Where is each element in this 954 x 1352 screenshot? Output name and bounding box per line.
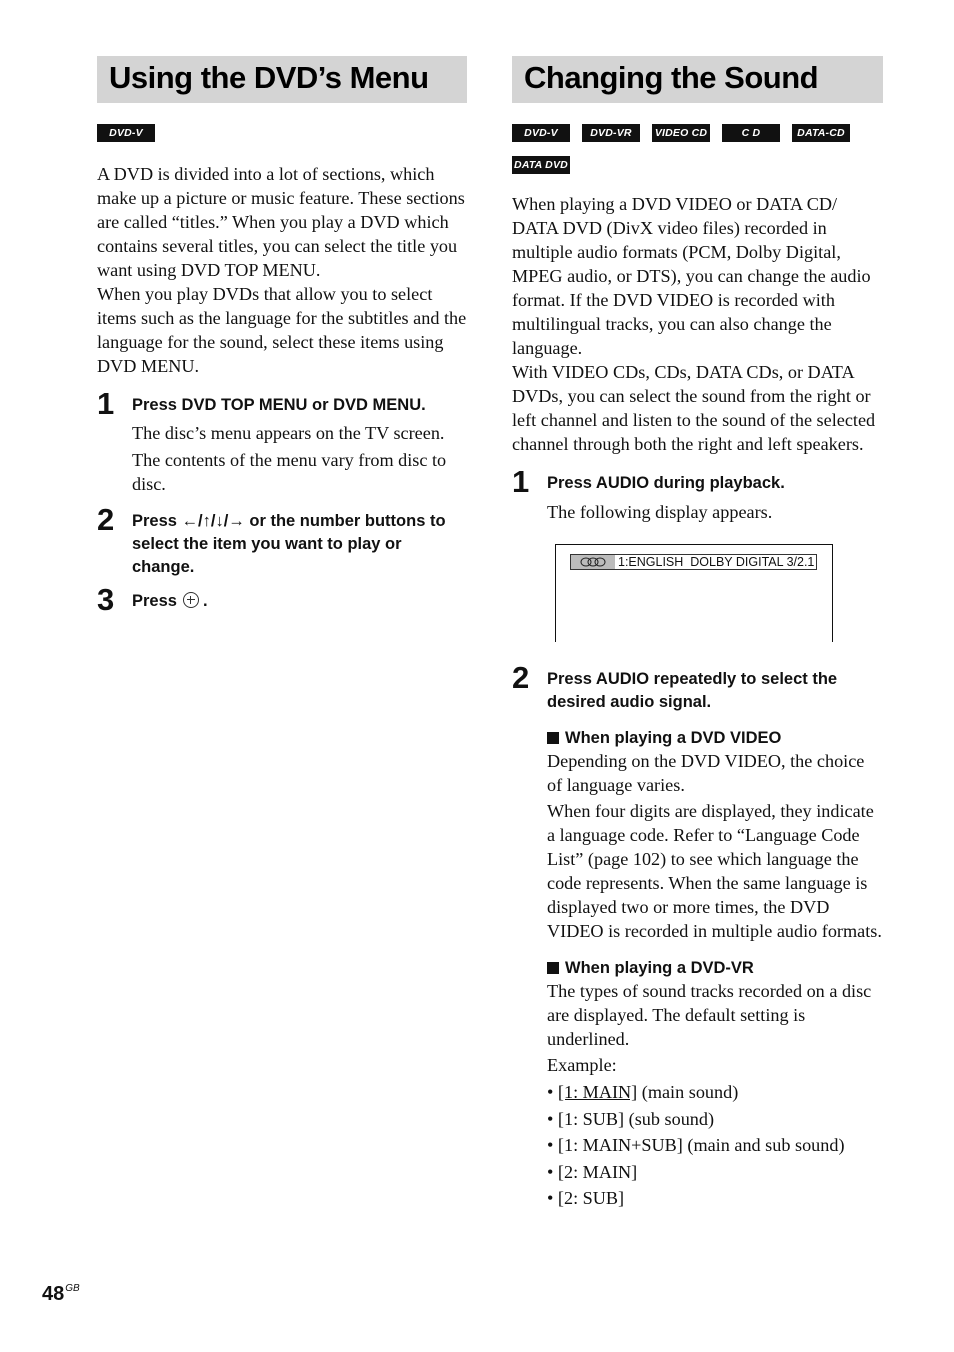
right-column: [512, 56, 883, 1212]
list-item: • [1: MAIN] (main sound): [547, 1082, 739, 1102]
list-item-text: [2: MAIN]: [557, 1161, 638, 1182]
list-item: • [1: MAIN+SUB] (main and sub sound): [547, 1135, 845, 1155]
step-text: The contents of the menu vary from disc to disc.: [132, 450, 447, 494]
disc-type-badges: [97, 124, 468, 142]
step-2: [97, 502, 467, 579]
step-heading: Press AUDIO during playback.: [547, 474, 785, 492]
step-heading-text: Press: [132, 592, 177, 610]
subheading-dvd-video: [547, 727, 883, 749]
audio-display-bar: [570, 554, 817, 570]
audio-disc-icon: [571, 555, 615, 569]
square-bullet-icon: [547, 962, 559, 974]
intro-paragraph: A DVD is divided into a lot of sections, which make up a picture or music feature. These sections are called “titles.” When you play a DVD which contains several titles, you can select the title you want using DVD TOP MENU.: [97, 164, 465, 280]
intro-paragraph: With VIDEO CDs, CDs, DATA CDs, or DATA DVDs, you can select the sound from the right or left channel and listen to the sound of the selected channel through both the right and left speakers.: [512, 362, 876, 454]
badge-data-dvd: DATA DVD: [512, 156, 570, 174]
subheading-text: When playing a DVD VIDEO: [565, 729, 782, 747]
badge-video-cd: VIDEO CD: [652, 124, 710, 142]
step-1: [97, 386, 467, 496]
enter-button-icon: [183, 592, 199, 608]
list-item: • [2: MAIN]: [547, 1161, 638, 1182]
step-number: 1: [512, 464, 530, 499]
sub-paragraph: Example:: [547, 1055, 617, 1075]
list-item: • [1: SUB] (sub sound): [547, 1108, 715, 1129]
section-title-dvd-menu: Using the DVD’s Menu: [97, 56, 467, 103]
step-text: The following display appears.: [547, 502, 773, 522]
subheading-dvd-vr: [547, 957, 883, 979]
square-bullet-icon: [547, 732, 559, 744]
list-item-text: (main sound): [637, 1082, 739, 1102]
step-2: [512, 660, 883, 1212]
badge-dvd-v: DVD-V: [97, 124, 155, 142]
audio-disc-icon-graphic: [580, 557, 606, 567]
subheading-text: When playing a DVD-VR: [565, 959, 754, 977]
page-number: [42, 1283, 80, 1306]
intro-paragraph: When playing a DVD VIDEO or DATA CD/ DATA DVD (DivX video files) recorded in multiple audio formats (PCM, Dolby Digital, MPEG audio, or DTS), you can change the audio format. If the DVD VIDEO is recorded with multilingual tracks, you can also change the language.: [512, 194, 871, 358]
badge-data-cd: DATA-CD: [792, 124, 850, 142]
list-item-text: [1: MAIN+SUB] (main and sub sound): [557, 1135, 845, 1155]
sound-track-list: [547, 1079, 883, 1212]
disc-type-badges: [512, 124, 883, 174]
badge-dvd-vr: DVD-VR: [582, 124, 640, 142]
badge-dvd-v: DVD-V: [512, 124, 570, 142]
step-heading: Press AUDIO repeatedly to select the desired audio signal.: [547, 670, 838, 711]
step-heading: Press ←/↑/↓/→ or the number buttons to select the item you want to play or change.: [132, 512, 446, 576]
badge-cd: C D: [722, 124, 780, 142]
intro-paragraph: When you play DVDs that allow you to select items such as the language for the subtitles and the language for the sound, select these items using DVD MENU.: [97, 284, 467, 376]
step-number: 1: [97, 386, 115, 421]
page-number-suffix: GB: [65, 1283, 80, 1294]
step-number: 3: [97, 582, 115, 617]
list-item: • [2: SUB]: [547, 1188, 625, 1208]
left-column: [97, 56, 467, 617]
section-title-changing-sound: Changing the Sound: [512, 56, 883, 103]
step-number: 2: [512, 660, 530, 695]
step-heading: Press DVD TOP MENU or DVD MENU.: [132, 396, 426, 414]
step-3: [97, 582, 467, 617]
step-1: [512, 464, 883, 642]
default-option: [1: MAIN]: [557, 1082, 638, 1102]
sub-paragraph: Depending on the DVD VIDEO, the choice of language varies.: [547, 751, 865, 795]
list-item-text: [1: SUB] (sub sound): [557, 1108, 715, 1129]
sub-paragraph: When four digits are displayed, they indicate a language code. Refer to “Language Code List” (page 102) to see which language the code represents. When the same language is displayed two or more times, the DVD VIDEO is recorded in multiple audio formats.: [547, 801, 882, 941]
audio-display-text: 1:ENGLISH DOLBY DIGITAL 3/2.1: [618, 555, 815, 569]
step-text: The disc’s menu appears on the TV screen.: [132, 423, 445, 443]
step-number: 2: [97, 502, 115, 537]
page-number-text: 48: [42, 1283, 65, 1305]
sub-paragraph: The types of sound tracks recorded on a disc are displayed. The default setting is underlined.: [547, 981, 872, 1049]
step-heading: [132, 590, 467, 613]
on-screen-display: [555, 544, 833, 642]
step-heading-end: .: [202, 592, 208, 610]
list-item-text: [2: SUB]: [557, 1188, 625, 1208]
